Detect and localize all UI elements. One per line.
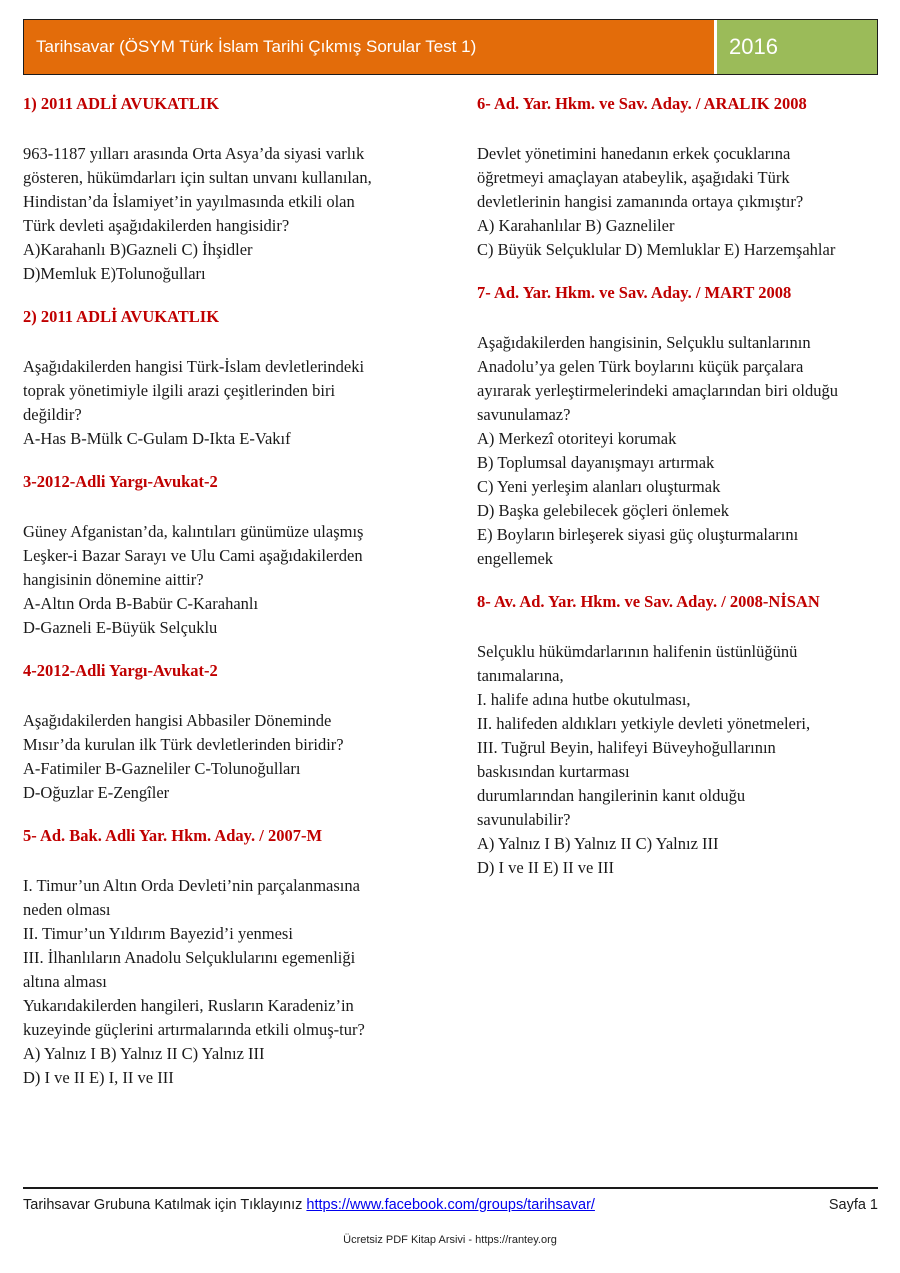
facebook-group-link[interactable]: https://www.facebook.com/groups/tarihsavar/ [306, 1197, 595, 1213]
header-year: 2016 [717, 20, 877, 74]
question-line: A)Karahanlı B)Gazneli C) İhşidler [23, 240, 253, 259]
question-line: toprak yönetimiyle ilgili arazi çeşitlerinden biri [23, 381, 336, 400]
question-line: baskısından kurtarması [477, 762, 630, 781]
left-column [23, 93, 423, 1110]
question-line: öğretmeyi amaçlayan atabeylik, aşağıdaki Türk [477, 168, 790, 187]
question-block [23, 825, 423, 1090]
question-line: Selçuklu hükümdarlarının halifenin üstünlüğünü [477, 642, 798, 661]
question-line: B) Toplumsal dayanışmayı artırmak [477, 453, 715, 472]
question-line: A) Merkezî otoriteyi korumak [477, 429, 677, 448]
footer-label: Tarihsavar Grubuna Katılmak için Tıklayınız [23, 1197, 303, 1213]
question-line: A) Yalnız I B) Yalnız II C) Yalnız III [477, 834, 719, 853]
question-line: A-Altın Orda B-Babür C-Karahanlı [23, 594, 259, 613]
question-line: hangisinin dönemine aittir? [23, 570, 204, 589]
question-line: neden olması [23, 900, 111, 919]
question-line: 963-1187 yılları arasında Orta Asya’da siyasi varlık [23, 144, 365, 163]
question-body [23, 355, 423, 451]
question-line: D-Oğuzlar E-Zengîler [23, 783, 170, 802]
question-title: 8- Av. Ad. Yar. Hkm. ve Sav. Aday. / 2008-NİSAN [477, 592, 820, 611]
question-body [23, 520, 423, 640]
question-block [477, 93, 882, 262]
question-body [23, 874, 423, 1090]
question-line: Mısır’da kurulan ilk Türk devletlerinden biridir? [23, 735, 344, 754]
right-column [477, 93, 882, 900]
question-line: C) Büyük Selçuklular D) Memluklar E) Harzemşahlar [477, 240, 836, 259]
question-line: II. Timur’un Yıldırım Bayezid’i yenmesi [23, 924, 293, 943]
page-footer [23, 1194, 878, 1216]
header-title: Tarihsavar (ÖSYM Türk İslam Tarihi Çıkmış Sorular Test 1) [24, 20, 717, 74]
question-title: 1) 2011 ADLİ AVUKATLIK [23, 94, 220, 113]
question-line: Leşker-i Bazar Sarayı ve Ulu Cami aşağıdakilerden [23, 546, 363, 565]
question-block [23, 660, 423, 805]
question-line: III. Tuğrul Beyin, halifeyi Büveyhoğullarının [477, 738, 776, 757]
question-block [23, 93, 423, 286]
question-line: değildir? [23, 405, 82, 424]
question-block [23, 471, 423, 640]
question-line: Türk devleti aşağıdakilerden hangisidir? [23, 216, 290, 235]
page-number: Sayfa 1 [828, 1197, 878, 1213]
question-line: D)Memluk E)Tolunoğulları [23, 264, 206, 283]
question-line: gösteren, hükümdarları için sultan unvanı kullanılan, [23, 168, 372, 187]
question-body [23, 709, 423, 805]
question-line: engellemek [477, 549, 554, 568]
question-block [477, 282, 882, 571]
question-line: altına alması [23, 972, 107, 991]
question-body [477, 142, 882, 262]
question-title: 3-2012-Adli Yargı-Avukat-2 [23, 472, 218, 491]
question-title: 7- Ad. Yar. Hkm. ve Sav. Aday. / MART 2008 [477, 283, 792, 302]
question-body [477, 331, 882, 571]
page-header [23, 19, 878, 75]
question-body [477, 640, 882, 880]
question-line: A-Fatimiler B-Gazneliler C-Tolunoğulları [23, 759, 301, 778]
question-block [477, 591, 882, 880]
question-title: 6- Ad. Yar. Hkm. ve Sav. Aday. / ARALIK 2008 [477, 94, 807, 113]
question-line: A) Karahanlılar B) Gazneliler [477, 216, 675, 235]
question-block [23, 306, 423, 451]
question-line: ayırarak yerleştirmelerindeki amaçlarından biri olduğu [477, 381, 839, 400]
footer-divider [23, 1187, 878, 1189]
question-line: D-Gazneli E-Büyük Selçuklu [23, 618, 218, 637]
question-line: savunulamaz? [477, 405, 571, 424]
footer-text [23, 1197, 595, 1213]
question-title: 2) 2011 ADLİ AVUKATLIK [23, 307, 220, 326]
question-line: kuzeyinde güçlerini artırmalarında etkili olmuş-tur? [23, 1020, 365, 1039]
question-line: D) I ve II E) II ve III [477, 858, 614, 877]
question-line: III. İlhanlıların Anadolu Selçuklularını egemenliği [23, 948, 356, 967]
question-line: D) Başka gelebilecek göçleri önlemek [477, 501, 729, 520]
question-line: I. Timur’un Altın Orda Devleti’nin parçalanmasına [23, 876, 360, 895]
question-line: Aşağıdakilerden hangisi Abbasiler Döneminde [23, 711, 332, 730]
question-line: devletlerinin hangisi zamanında ortaya çıkmıştır? [477, 192, 804, 211]
question-line: D) I ve II E) I, II ve III [23, 1068, 174, 1087]
question-line: Güney Afganistan’da, kalıntıları günümüze ulaşmış [23, 522, 364, 541]
question-line: A-Has B-Mülk C-Gulam D-Ikta E-Vakıf [23, 429, 291, 448]
question-line: C) Yeni yerleşim alanları oluşturmak [477, 477, 721, 496]
question-line: durumlarından hangilerinin kanıt olduğu [477, 786, 746, 805]
question-line: I. halife adına hutbe okutulması, [477, 690, 691, 709]
question-line: Devlet yönetimini hanedanın erkek çocuklarına [477, 144, 791, 163]
question-line: savunulabilir? [477, 810, 571, 829]
question-line: Aşağıdakilerden hangisi Türk-İslam devletlerindeki [23, 357, 365, 376]
question-title: 5- Ad. Bak. Adli Yar. Hkm. Aday. / 2007-M [23, 826, 323, 845]
question-line: E) Boyların birleşerek siyasi güç oluşturmalarını [477, 525, 799, 544]
question-body [23, 142, 423, 286]
question-title: 4-2012-Adli Yargı-Avukat-2 [23, 661, 218, 680]
question-line: A) Yalnız I B) Yalnız II C) Yalnız III [23, 1044, 265, 1063]
question-line: tanımalarına, [477, 666, 564, 685]
question-line: II. halifeden aldıkları yetkiyle devleti yönetmeleri, [477, 714, 811, 733]
question-line: Yukarıdakilerden hangileri, Rusların Karadeniz’in [23, 996, 354, 1015]
question-line: Anadolu’ya gelen Türk boylarını küçük parçalara [477, 357, 804, 376]
archive-note: Ücretsiz PDF Kitap Arsivi - https://rantey.org [343, 1234, 557, 1246]
question-line: Aşağıdakilerden hangisinin, Selçuklu sultanlarının [477, 333, 811, 352]
question-line: Hindistan’da İslamiyet’in yayılmasında etkili olan [23, 192, 355, 211]
